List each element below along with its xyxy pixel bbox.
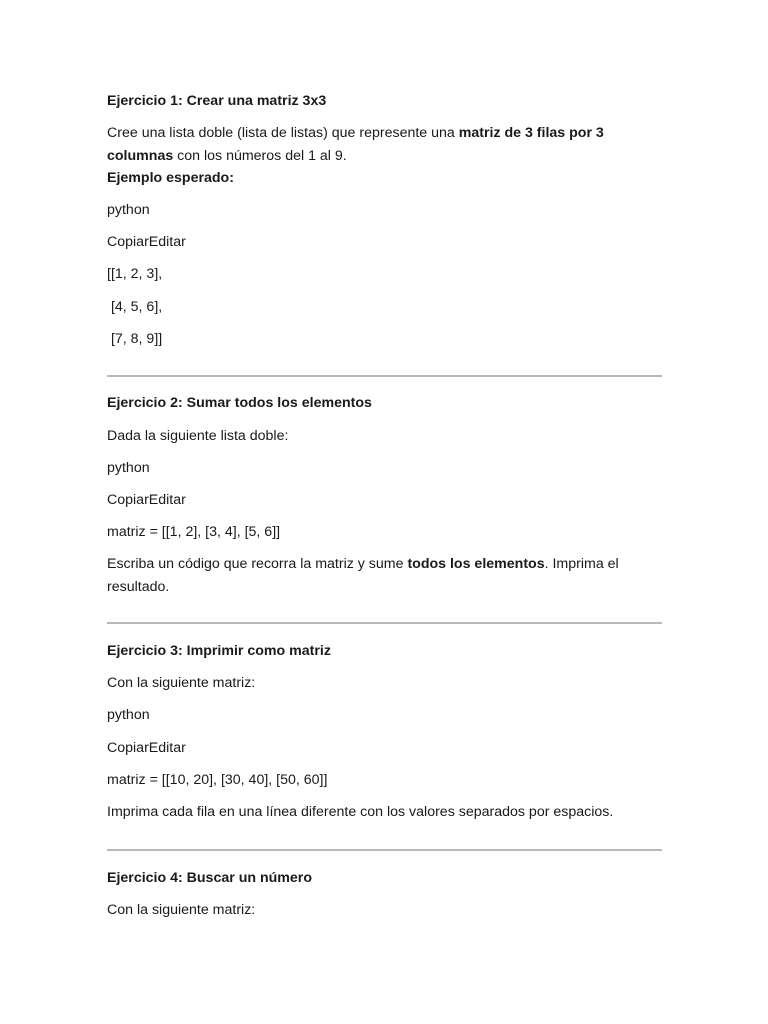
exercise-1-paragraph-line-1 <box>107 124 604 142</box>
exercise-1-code-language: python <box>107 202 150 218</box>
exercise-3-intro: Con la siguiente matriz: <box>107 675 256 691</box>
exercise-1-bold-text-2: columnas <box>107 148 174 164</box>
exercise-1-bold-text: matriz de 3 filas por 3 <box>458 125 604 141</box>
section-divider <box>107 849 662 851</box>
exercise-2-bold-text: todos los elementos <box>407 556 545 572</box>
exercise-2-code-language: python <box>107 460 150 476</box>
exercise-1-expected-label: Ejemplo esperado: <box>107 170 234 186</box>
exercise-1-title: Ejercicio 1: Crear una matriz 3x3 <box>107 93 327 109</box>
exercise-3-code: matriz = [[10, 20], [30, 40], [50, 60]] <box>107 772 328 788</box>
exercise-2-copy-edit[interactable]: CopiarEditar <box>107 492 186 508</box>
exercise-2-intro: Dada la siguiente lista doble: <box>107 428 289 444</box>
exercise-3-code-language: python <box>107 707 150 723</box>
exercise-2-paragraph-line-2: resultado. <box>107 579 170 595</box>
exercise-2-title: Ejercicio 2: Sumar todos los elementos <box>107 395 372 411</box>
exercise-3-copy-edit[interactable]: CopiarEditar <box>107 740 186 756</box>
exercise-1-copy-edit[interactable]: CopiarEditar <box>107 234 186 250</box>
exercise-1-text-2: con los números del 1 al 9. <box>173 148 347 164</box>
exercise-2-text: Escriba un código que recorra la matriz y sume <box>107 556 408 572</box>
exercise-1-code-line: [4, 5, 6], <box>107 299 163 315</box>
exercise-3-title: Ejercicio 3: Imprimir como matriz <box>107 643 331 659</box>
exercise-3-instruction: Imprima cada fila en una línea diferente con los valores separados por espacios. <box>107 804 614 820</box>
exercise-1-paragraph-line-2 <box>107 147 347 165</box>
exercise-4-title: Ejercicio 4: Buscar un número <box>107 870 312 886</box>
exercise-1-text: Cree una lista doble (lista de listas) que represente una <box>107 125 459 141</box>
exercise-4-intro: Con la siguiente matriz: <box>107 902 256 918</box>
section-divider <box>107 375 662 377</box>
exercise-2-code: matriz = [[1, 2], [3, 4], [5, 6]] <box>107 524 281 540</box>
exercise-2-text-2: . Imprima el <box>544 556 619 572</box>
exercise-2-paragraph-line-1 <box>107 555 619 573</box>
exercise-1-code-line: [7, 8, 9]] <box>107 331 163 347</box>
section-divider <box>107 622 662 624</box>
exercise-1-code-line: [[1, 2, 3], <box>107 266 163 282</box>
